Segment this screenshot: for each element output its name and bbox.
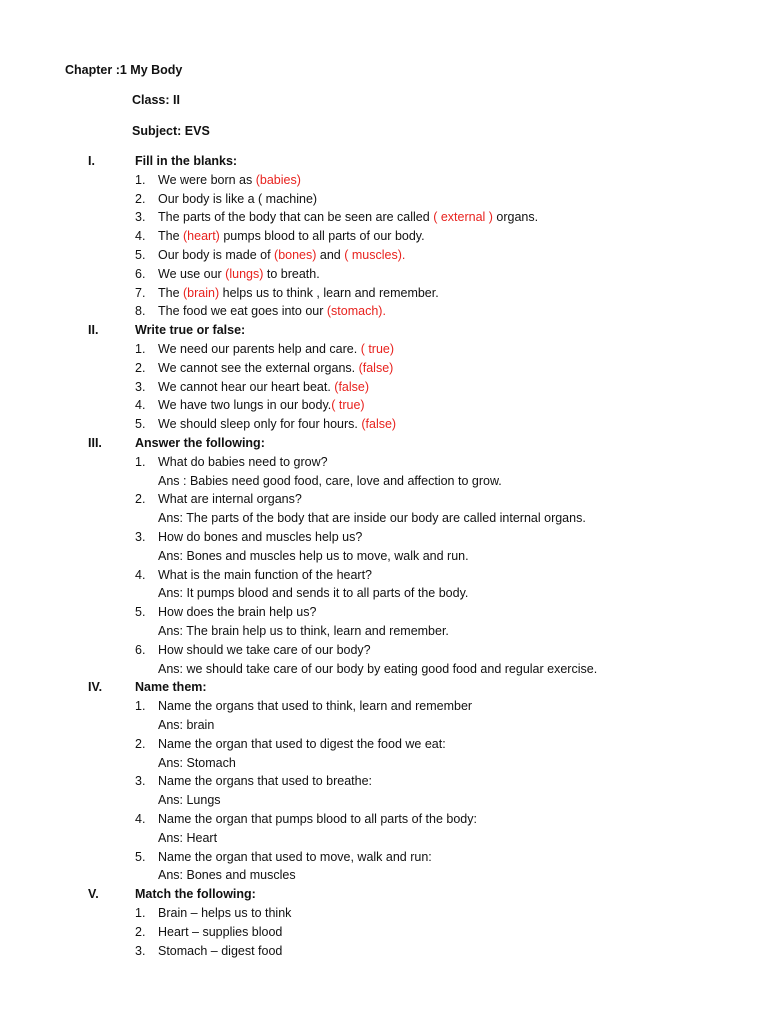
item-number: 2. [135,736,146,751]
section-title: Fill in the blanks: [135,154,238,168]
item-number: 3. [135,774,146,789]
answer-text: ( true) [331,398,365,413]
item-number: 2. [135,191,146,206]
section-title: Name them: [135,680,207,695]
question-text: helps us to think , learn and remember. [219,285,439,300]
item-text [158,341,394,357]
question-text: How do bones and muscles help us? [158,530,363,544]
question-text: What is the main function of the heart? [158,567,373,582]
item-text [158,604,316,620]
item-number: 5. [135,849,146,864]
question-text: Stomach – digest food [158,943,283,958]
item-answer: Ans: The parts of the body that are inside our body are called internal organs. [158,511,586,526]
item-number: 8. [135,304,146,319]
item-text [158,172,301,188]
item-number: 4. [135,812,146,826]
item-text [158,943,282,959]
answer-text: ( external ) [433,210,493,225]
item-text [158,285,439,301]
item-text [158,454,328,470]
item-number: 1. [135,454,146,469]
item-answer: Ans: we should take care of our body by eating good food and regular exercise. [158,661,598,676]
section-numeral: IV. [88,680,103,695]
item-text [158,811,477,827]
question-text: We cannot see the external organs. [158,360,359,375]
item-text [158,905,291,921]
question-text: Name the organs that used to think, learn and remember [158,699,473,714]
item-text [158,360,393,376]
item-number: 1. [135,699,146,714]
item-answer: Ans: It pumps blood and sends it to all parts of the body. [158,586,469,601]
question-text: How should we take care of our body? [158,642,371,657]
question-text: Our body is like a ( machine) [158,191,318,206]
item-number: 3. [135,943,146,958]
answer-text: (false) [358,360,394,375]
item-answer: Ans: Stomach [158,755,236,770]
question-text: The [158,285,184,300]
answer-text: (heart) [183,229,220,244]
item-text [158,303,386,319]
question-text: organs. [492,210,539,225]
answer-text: (stomach). [326,304,386,319]
item-answer: Ans: Bones and muscles [158,868,296,883]
item-answer: Ans: brain [158,718,215,732]
question-text: to breath. [263,266,320,281]
item-number: 1. [135,906,146,920]
item-text [158,849,432,865]
item-number: 4. [135,567,146,582]
item-text [158,698,472,714]
item-number: 3. [135,379,146,394]
answer-text: (bones) [274,248,317,262]
item-answer: Ans: The brain help us to think, learn and remember. [158,624,449,638]
chapter-title: Chapter :1 My Body [65,63,183,77]
class-label: Class: II [132,93,180,107]
item-text [158,228,425,244]
answer-text: ( muscles). [344,248,406,262]
answer-text: (false) [361,417,397,432]
item-number: 7. [135,285,146,300]
section-numeral: I. [88,154,95,168]
question-text: We were born as [158,172,256,187]
item-number: 1. [135,342,146,356]
question-text: We should sleep only for four hours. [158,417,362,432]
item-number: 5. [135,417,146,432]
question-text: Brain – helps us to think [158,906,292,920]
question-text: We have two lungs in our body. [158,398,332,413]
question-text: The food we eat goes into our [158,304,327,319]
section-title: Write true or false: [135,323,246,338]
item-text [158,642,371,658]
item-text [158,266,320,282]
question-text: Heart – supplies blood [158,924,283,939]
item-text [158,416,396,432]
item-number: 6. [135,642,146,657]
item-text [158,209,538,225]
subject-label: Subject: EVS [132,124,210,138]
item-number: 2. [135,924,146,939]
item-number: 1. [135,172,146,187]
question-text: We need our parents help and care. [158,342,361,356]
item-text [158,529,362,545]
section-numeral: III. [88,436,102,450]
section-numeral: V. [88,887,99,902]
question-text: Name the organ that used to move, walk and run: [158,849,432,864]
question-text: How does the brain help us? [158,605,317,620]
question-text: We cannot hear our heart beat. [158,379,335,394]
question-text: Name the organs that used to breathe: [158,774,373,789]
answer-text: (false) [334,379,370,394]
question-text: Name the organ that pumps blood to all parts of the body: [158,812,477,826]
question-text: and [316,248,345,262]
item-number: 5. [135,248,146,262]
question-text: We use our [158,266,226,281]
item-text [158,191,317,207]
item-text [158,247,405,263]
answer-text: (lungs) [225,266,264,281]
question-text: pumps blood to all parts of our body. [219,229,425,244]
answer-text: (brain) [183,285,220,300]
question-text: Name the organ that used to digest the food we eat: [158,736,446,751]
question-text: What do babies need to grow? [158,454,328,469]
item-text [158,491,302,507]
item-number: 5. [135,605,146,620]
item-text [158,924,282,940]
item-text [158,397,365,413]
item-answer: Ans: Bones and muscles help us to move, walk and run. [158,548,469,563]
item-number: 4. [135,398,146,413]
item-number: 4. [135,229,146,244]
question-text: What are internal organs? [158,492,302,507]
item-number: 3. [135,530,146,544]
question-text: Our body is made of [158,248,275,262]
item-number: 2. [135,360,146,375]
question-text: The [158,229,184,244]
item-number: 2. [135,492,146,507]
section-numeral: II. [88,323,99,338]
item-text [158,567,372,583]
question-text: The parts of the body that can be seen are called [158,210,434,225]
item-text [158,379,369,395]
item-answer: Ans : Babies need good food, care, love and affection to grow. [158,473,502,488]
item-number: 3. [135,210,146,225]
item-number: 6. [135,266,146,281]
item-text [158,773,372,789]
section-title: Match the following: [135,887,256,902]
item-answer: Ans: Lungs [158,793,221,808]
item-text [158,736,446,752]
answer-text: (babies) [255,172,301,187]
answer-text: ( true) [360,342,395,356]
item-answer: Ans: Heart [158,830,218,845]
section-title: Answer the following: [135,436,265,450]
